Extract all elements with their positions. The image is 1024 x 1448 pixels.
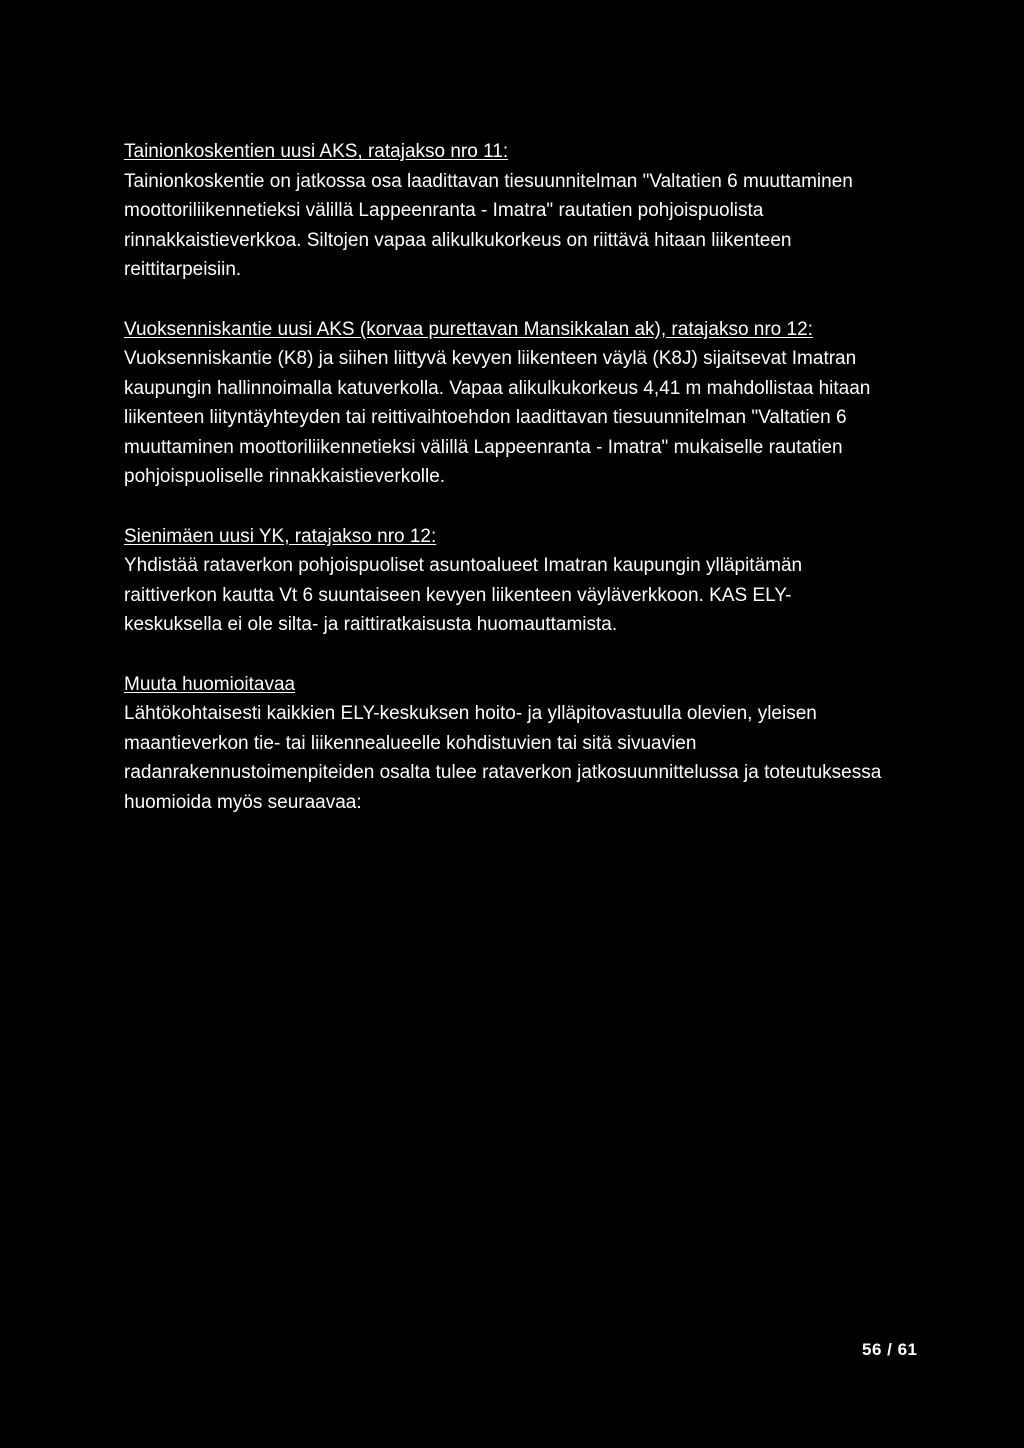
section-heading: Muuta huomioitavaa (124, 673, 296, 695)
section-heading: Vuoksenniskantie uusi AKS (korvaa purettavan Mansikkalan ak), ratajakso nro 12: (124, 318, 813, 340)
section-text: Vuoksenniskantie (K8) ja siihen liittyvä kevyen liikenteen väylä (K8J) sijaitsevat Imatran kaupungin hallinnoimalla katuverkolla. Vapaa alikulkukorkeus 4,41 m mahdollistaa hitaan liikenteen liityntäyhteyden tai reittivaihtoehdon laadittavan tiesuunnitelman "Valtatien 6 muuttaminen moottoriliikennetieksi välillä Lappeenranta - Imatra" mukaiselle rautatien pohjoispuoliselle rinnakkaistieverkolle. (124, 348, 871, 487)
section-heading: Sienimäen uusi YK, ratajakso nro 12: (124, 525, 437, 547)
section-text: Lähtökohtaisesti kaikkien ELY-keskuksen hoito- ja ylläpitovastuulla olevien, yleisen maantieverkon tie- tai liikennealueelle kohdistuvien tai sitä sivuavien radanrakennustoimenpiteiden osalta tulee rataverkon jatkosuunnittelussa ja toteutuksessa huomioida myös seuraavaa: (124, 703, 882, 813)
section-text: Yhdistää rataverkon pohjoispuoliset asuntoalueet Imatran kaupungin ylläpitämän raittiverkon kautta Vt 6 suuntaiseen kevyen liikenteen väyläverkkoon. KAS ELY-keskuksella ei ole silta- ja raittiratkaisusta huomauttamista. (124, 555, 803, 635)
section-gap (124, 285, 884, 315)
section-gap (124, 492, 884, 522)
section-tainionkoskentie (124, 137, 884, 285)
section-gap (124, 640, 884, 670)
section-vuoksenniskantie (124, 315, 884, 492)
page-content (124, 137, 884, 817)
section-text: Tainionkoskentie on jatkossa osa laadittavan tiesuunnitelman "Valtatien 6 muuttaminen moottoriliikennetieksi välillä Lappeenranta - Imatra" rautatien pohjoispuolista rinnakkaistieverkkoa. Siltojen vapaa alikulkukorkeus on riittävä hitaan liikenteen reittitarpeisiin. (124, 170, 853, 280)
section-heading: Tainionkoskentien uusi AKS, ratajakso nro 11: (124, 141, 509, 162)
section-sienimaki (124, 522, 884, 640)
section-muuta-huomioitavaa (124, 670, 884, 818)
page-number: 56 / 61 (862, 1340, 918, 1359)
